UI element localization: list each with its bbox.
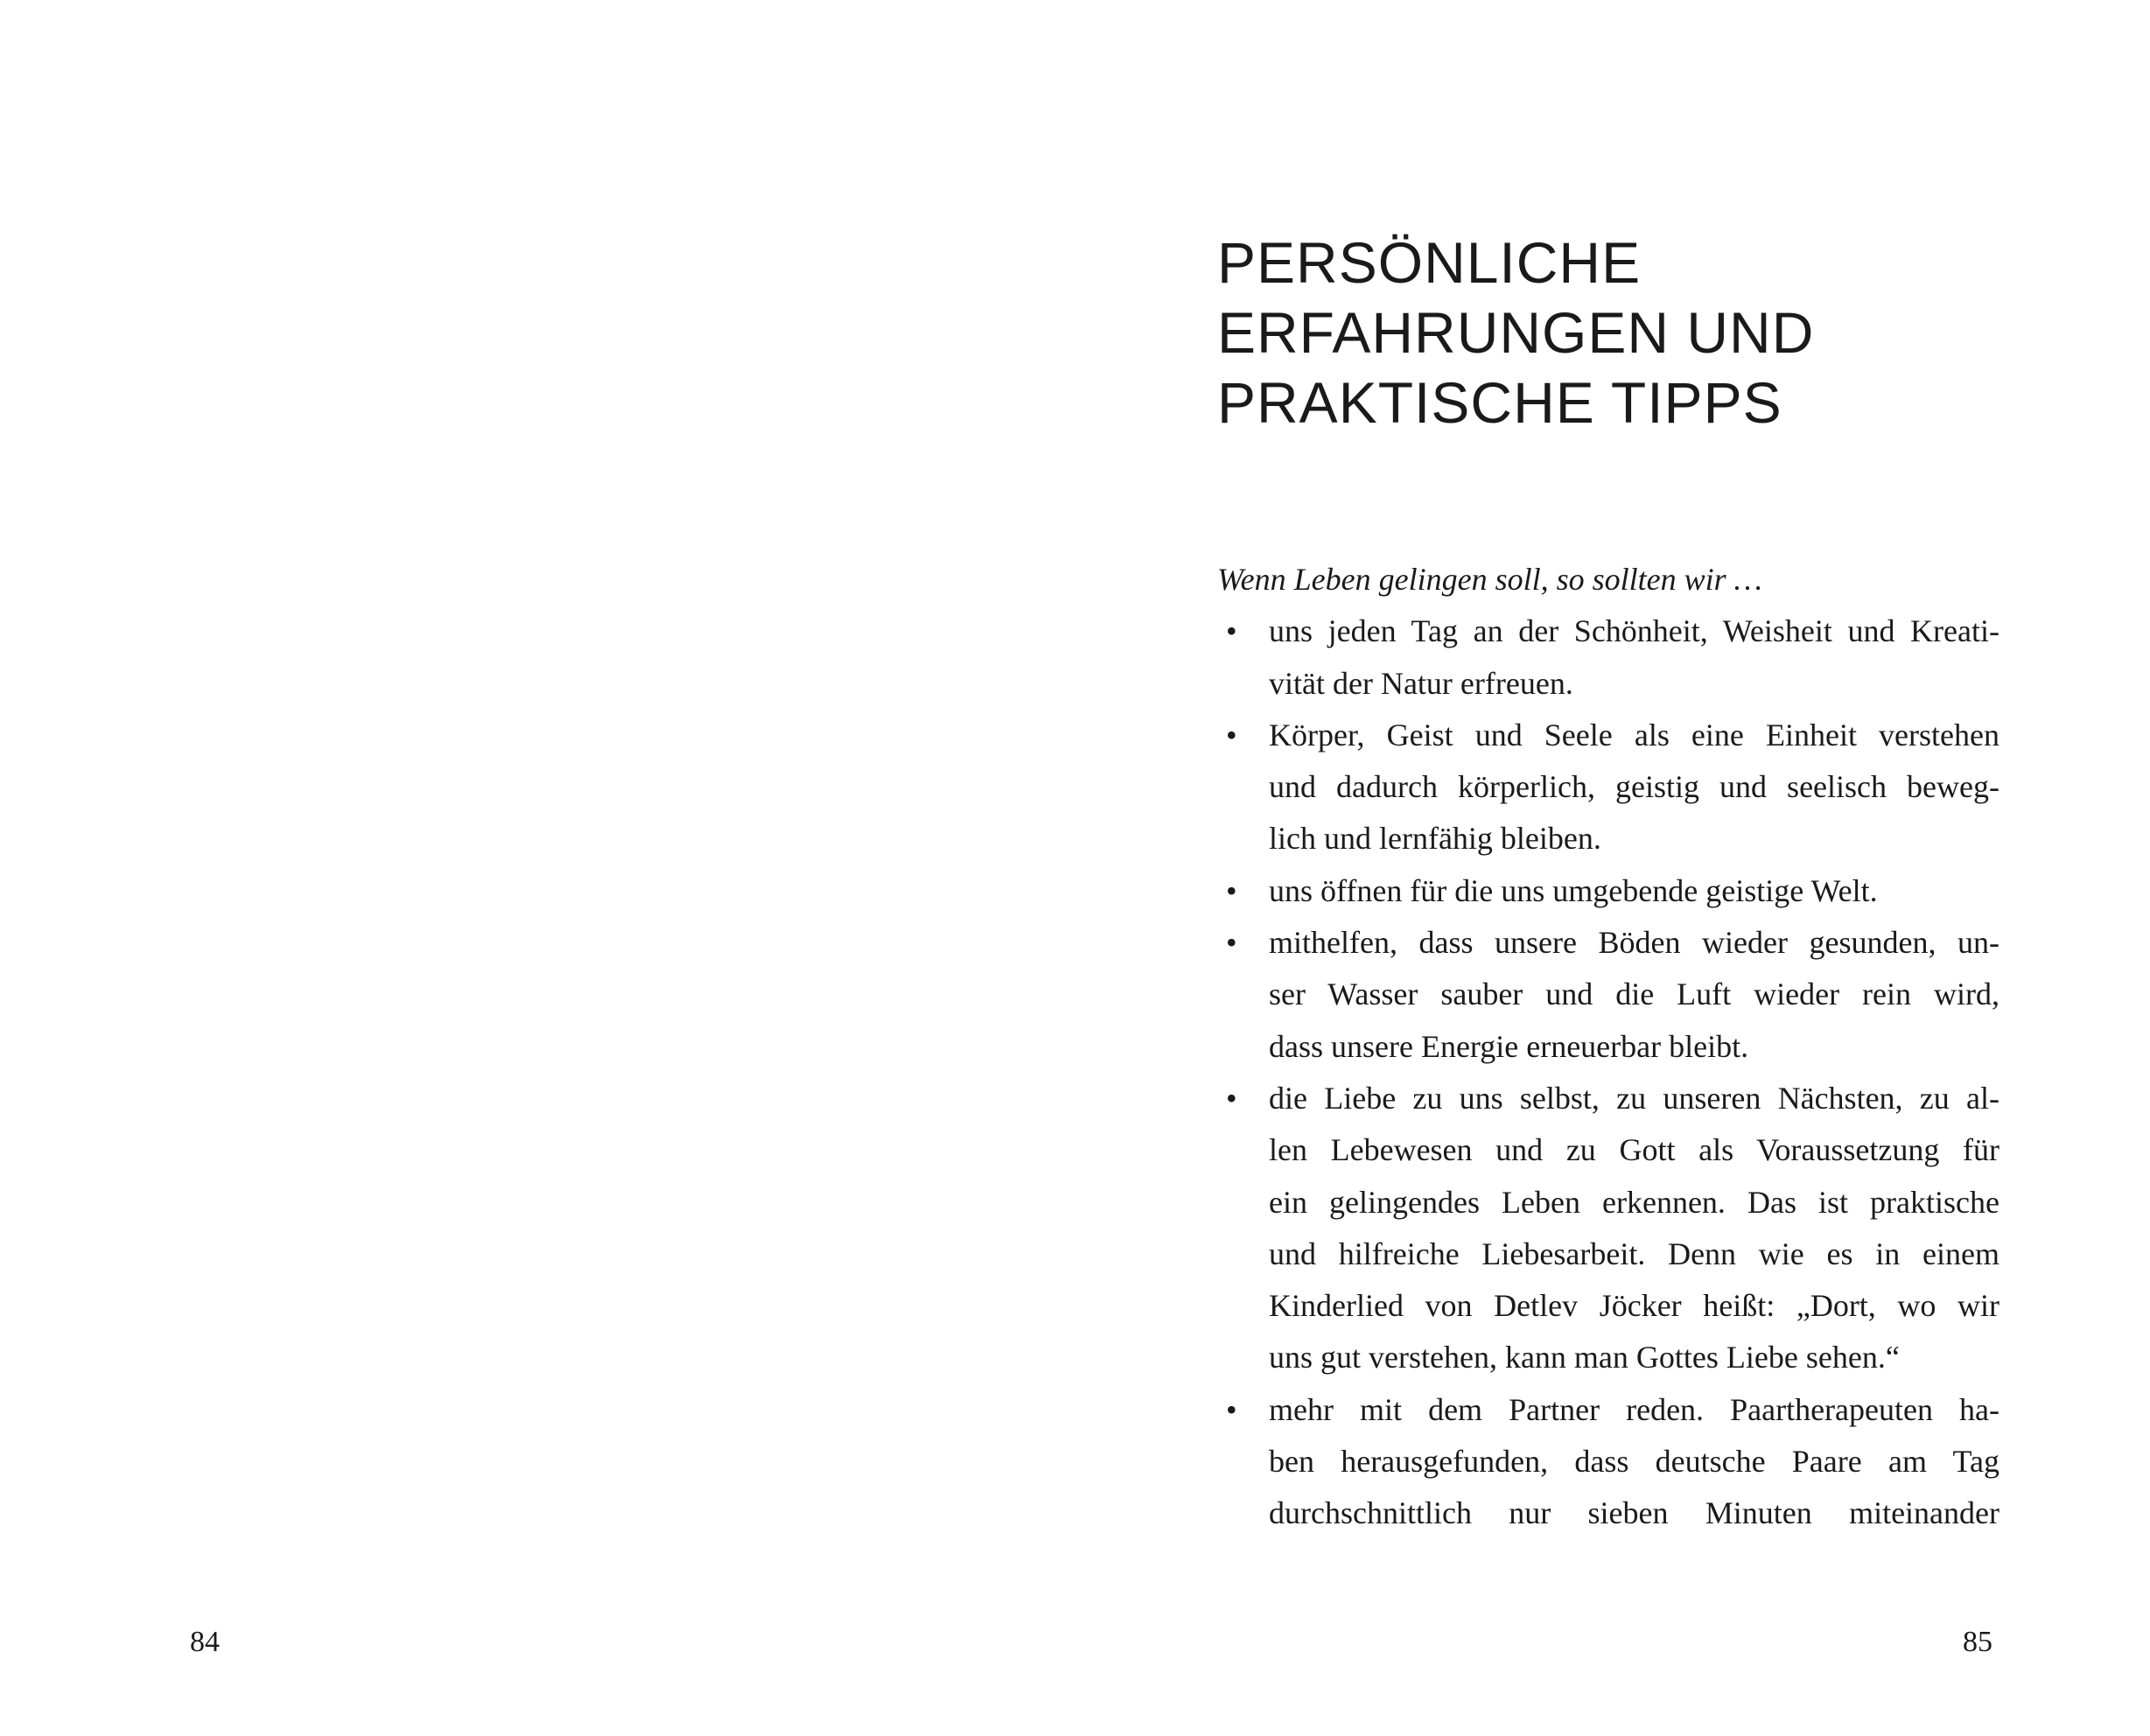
body-text [1217, 554, 1999, 1540]
text-line: Kinderlied von Detlev Jöcker heißt: „Dort, wo wir [1269, 1288, 1999, 1324]
text-line: uns jeden Tag an der Schönheit, Weisheit und Kreati- [1269, 613, 1999, 649]
text-line: mithelfen, dass unsere Böden wieder gesunden, un- [1269, 925, 1999, 961]
list-item [1217, 1384, 1999, 1540]
text-line: Körper, Geist und Seele als eine Einheit verstehen [1269, 717, 1999, 752]
text-line: und dadurch körperlich, geistig und seelisch beweg- [1269, 769, 1999, 805]
chapter-title-line: PERSÖNLICHE [1217, 230, 1642, 295]
bullet-icon: • [1226, 1391, 1237, 1427]
page-number-left: 84 [190, 1626, 220, 1658]
text-line: ben herausgefunden, dass deutsche Paare am Tag [1269, 1444, 1999, 1480]
text-line: len Lebewesen und zu Gott als Voraussetzung für [1269, 1132, 1999, 1168]
text-line: ein gelingendes Leben erkennen. Das ist praktische [1269, 1184, 1999, 1220]
list-item [1217, 710, 1999, 865]
chapter-title-line: ERFAHRUNGEN UND [1217, 300, 1815, 365]
bullet-icon: • [1226, 717, 1237, 752]
chapter-title [1217, 228, 1814, 438]
text-line: lich und lernfähig bleiben. [1269, 821, 1601, 857]
intro-sentence: Wenn Leben gelingen soll, so sollten wir … [1217, 562, 1762, 597]
text-line: uns gut verstehen, kann man Gottes Liebe sehen.“ [1269, 1340, 1900, 1376]
bullet-icon: • [1226, 1080, 1237, 1116]
text-line: durchschnittlich nur sieben Minuten miteinander [1269, 1495, 1999, 1531]
text-line: uns öffnen für die uns umgebende geistige Welt. [1269, 872, 1878, 908]
text-line: und hilfreiche Liebesarbeit. Denn wie es in einem [1269, 1236, 1999, 1271]
text-line: mehr mit dem Partner reden. Paartherapeuten ha- [1269, 1391, 1999, 1427]
right-page [1075, 0, 2150, 1736]
bullet-icon: • [1226, 613, 1237, 649]
chapter-title-line: PRAKTISCHE TIPPS [1217, 370, 1782, 435]
text-line: vität der Natur erfreuen. [1269, 665, 1573, 701]
list-item [1217, 865, 1999, 917]
text-line: ser Wasser sauber und die Luft wieder rein wird, [1269, 976, 1999, 1012]
text-line: dass unsere Energie erneuerbar bleibt. [1269, 1028, 1749, 1064]
list-item [1217, 1073, 1999, 1384]
bullet-list [1217, 606, 1999, 1539]
list-item [1217, 606, 1999, 710]
text-line: die Liebe zu uns selbst, zu unseren Nächsten, zu al- [1269, 1080, 1999, 1116]
list-item [1217, 917, 1999, 1073]
page-number-right: 85 [1963, 1626, 1992, 1658]
bullet-icon: • [1226, 872, 1237, 908]
bullet-icon: • [1226, 925, 1237, 961]
